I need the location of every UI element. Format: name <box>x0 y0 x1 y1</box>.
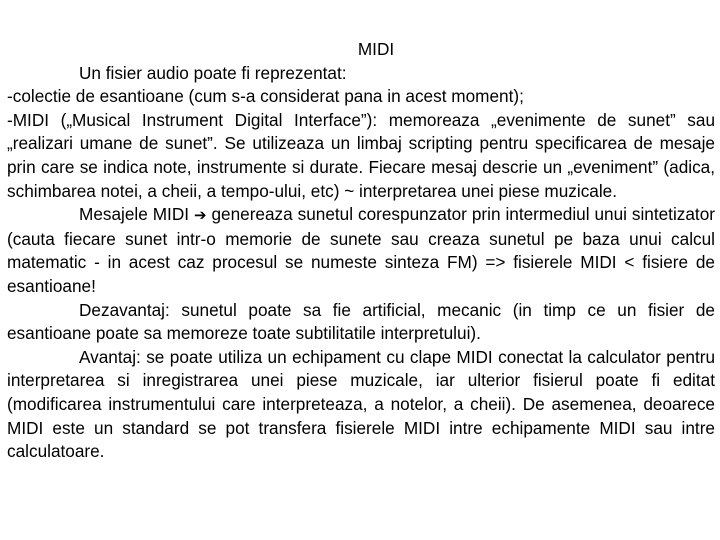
page-title: MIDI <box>357 39 395 59</box>
document-page <box>7 38 715 464</box>
messages-lead-text: Mesajele MIDI <box>79 204 190 225</box>
intro-paragraph: Un fisier audio poate fi reprezentat: <box>79 62 347 83</box>
messages-body-text: genereaza sunetul corespunzator prin intermediul unui sintetizator (cauta fiecare sunet intr-o memorie de sunete sau creaza sunetul pe baza unui calcul matematic - in acest caz procesul se numeste sinteza FM) => fisierele MIDI < fisiere de esantioane! <box>7 204 715 296</box>
list-item-midi: -MIDI („Musical Instrument Digital Interface”): memoreaza „evenimente de sunet” sau „realizari umane de sunet”. Se utilizeaza un limbaj scripting pentru specificarea de mesaje prin care se indica note, instrumente si durate. Fiecare mesaj descrie un „eveniment” (adica, schimbarea notei, a cheii, a tempo-ului, etc) ~ interpretarea unei piese muzicale. <box>7 109 715 201</box>
messages-paragraph <box>7 203 715 298</box>
arrow-right-icon: ➔ <box>193 206 207 225</box>
advantage-paragraph: Avantaj: se poate utiliza un echipament cu clape MIDI conectat la calculator pentru interpretarea si inregistrarea unei piese muzicale, iar ulterior fisierul poate fi editat (modificarea instrumentului care interpreteaza, a notelor, a cheii). De asemenea, deoarece MIDI este un standard se pot transfera fisierele MIDI intre echipamente MIDI sau intre calculatoare. <box>7 346 715 462</box>
list-item-samples: -colectie de esantioane (cum s-a considerat pana in acest moment); <box>7 86 524 107</box>
disadvantage-paragraph: Dezavantaj: sunetul poate sa fie artificial, mecanic (in timp ce un fisier de esantioane poate sa memoreze toate subtilitatile interpretului). <box>7 299 715 344</box>
